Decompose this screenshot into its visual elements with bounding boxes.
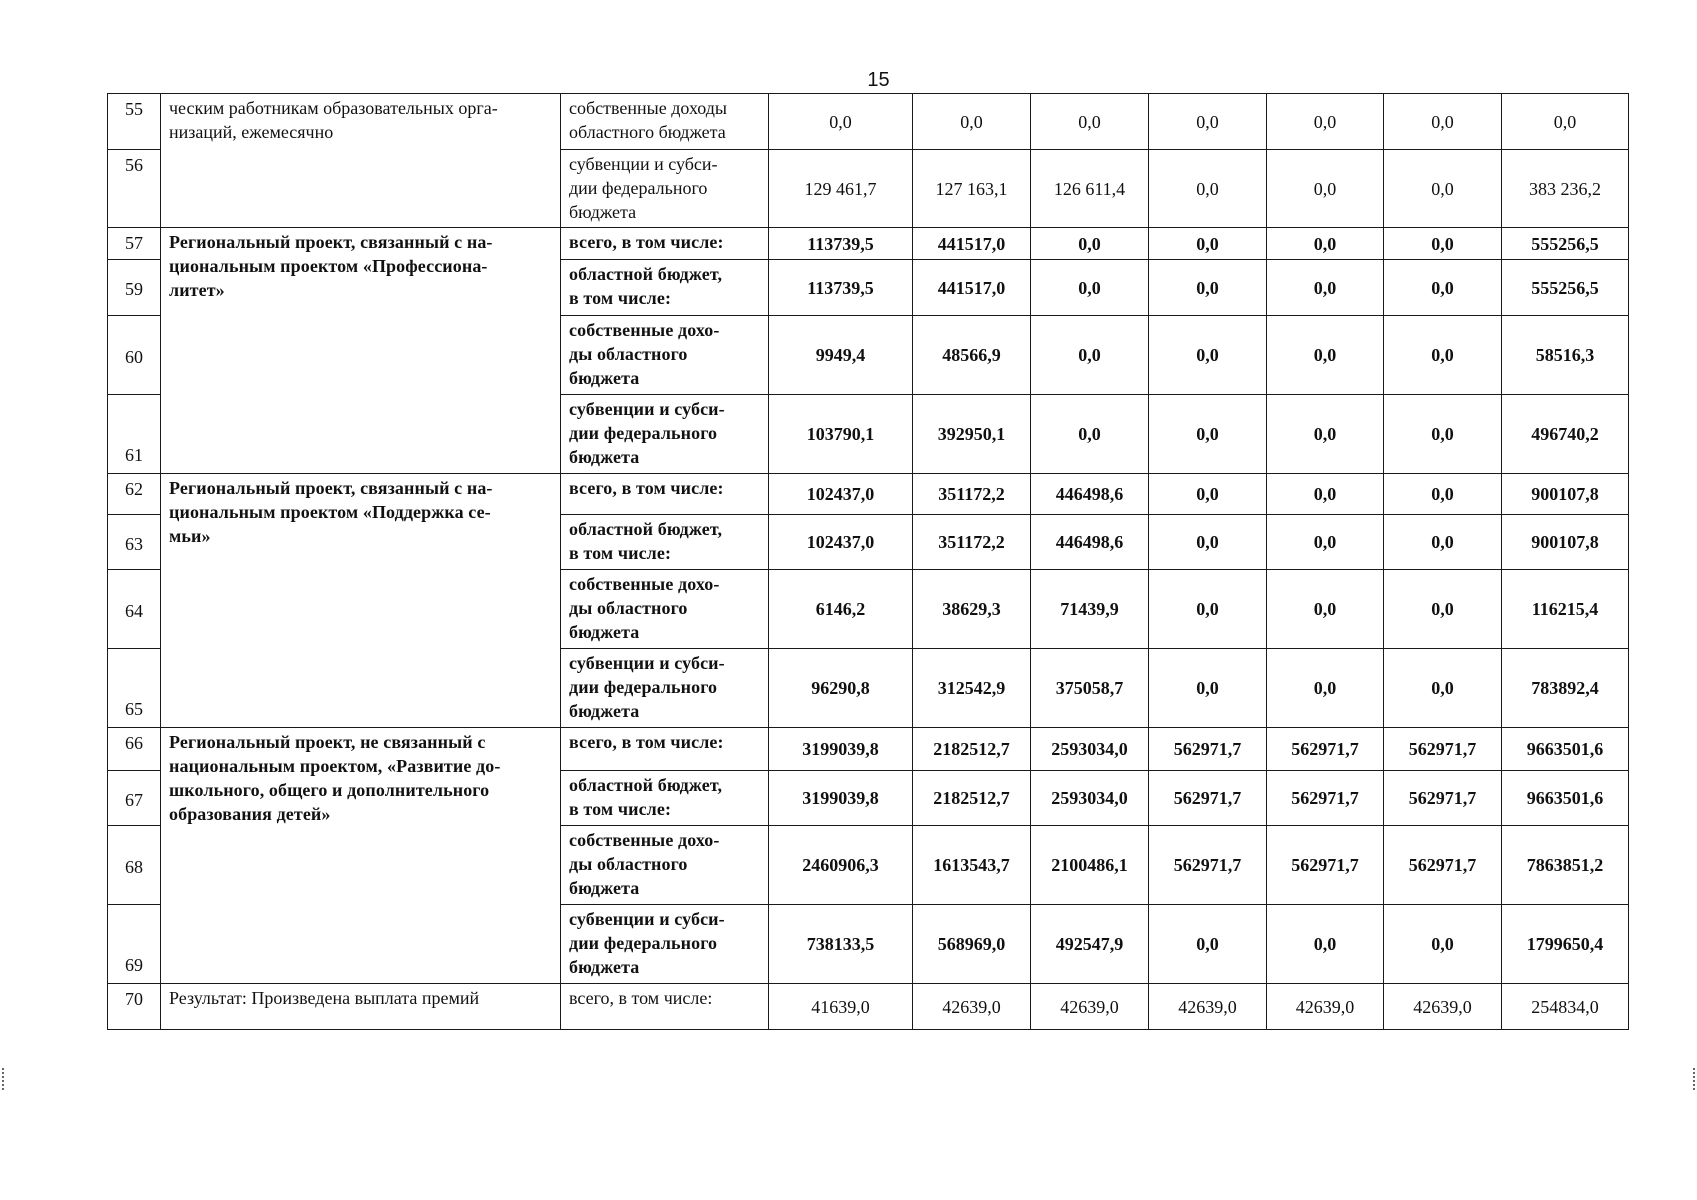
value-cell: 0,0 <box>1149 515 1267 570</box>
value-cell: 783892,4 <box>1502 649 1629 728</box>
funding-source: всего, в том числе: <box>561 728 769 771</box>
value-cell: 127 163,1 <box>913 150 1031 228</box>
row-number: 70 <box>108 984 161 1030</box>
value-cell: 0,0 <box>1267 905 1384 984</box>
funding-source: собственные дохо- ды областного бюджета <box>561 570 769 649</box>
value-cell: 7863851,2 <box>1502 826 1629 905</box>
value-cell: 1799650,4 <box>1502 905 1629 984</box>
funding-source: всего, в том числе: <box>561 984 769 1030</box>
row-name <box>161 474 561 728</box>
value-cell: 0,0 <box>1384 228 1502 260</box>
value-cell: 446498,6 <box>1031 474 1149 515</box>
funding-source: субвенции и субси- дии федерального бюджета <box>561 395 769 474</box>
row-name-text: Результат: Произведена выплата премий <box>169 988 480 1008</box>
value-cell: 351172,2 <box>913 515 1031 570</box>
value-cell: 0,0 <box>1031 94 1149 150</box>
funding-source: собственные дохо- ды областного бюджета <box>561 826 769 905</box>
funding-source: всего, в том числе: <box>561 474 769 515</box>
value-cell: 102437,0 <box>769 474 913 515</box>
row-name-text: Региональный проект, связанный с на- циональным проектом «Профессиона- литет» <box>169 232 493 300</box>
funding-source: областной бюджет, в том числе: <box>561 515 769 570</box>
value-cell: 48566,9 <box>913 316 1031 395</box>
row-name <box>161 984 561 1030</box>
value-cell: 0,0 <box>1267 515 1384 570</box>
row-number: 68 <box>108 826 161 905</box>
value-cell: 446498,6 <box>1031 515 1149 570</box>
value-cell: 0,0 <box>769 94 913 150</box>
row-name <box>161 728 561 984</box>
value-cell: 38629,3 <box>913 570 1031 649</box>
table-row <box>108 984 1629 1030</box>
value-cell: 129 461,7 <box>769 150 913 228</box>
value-cell: 562971,7 <box>1267 728 1384 771</box>
value-cell: 0,0 <box>1267 94 1384 150</box>
value-cell: 441517,0 <box>913 260 1031 316</box>
value-cell: 0,0 <box>913 94 1031 150</box>
value-cell: 0,0 <box>1384 474 1502 515</box>
value-cell: 2100486,1 <box>1031 826 1149 905</box>
left-margin-mark <box>2 1068 7 1090</box>
value-cell: 0,0 <box>1149 150 1267 228</box>
value-cell: 0,0 <box>1267 570 1384 649</box>
row-number: 59 <box>108 260 161 316</box>
value-cell: 0,0 <box>1384 395 1502 474</box>
value-cell: 0,0 <box>1149 395 1267 474</box>
value-cell: 0,0 <box>1267 395 1384 474</box>
value-cell: 496740,2 <box>1502 395 1629 474</box>
value-cell: 0,0 <box>1267 649 1384 728</box>
value-cell: 900107,8 <box>1502 515 1629 570</box>
value-cell: 0,0 <box>1149 94 1267 150</box>
value-cell: 0,0 <box>1149 905 1267 984</box>
value-cell: 0,0 <box>1031 395 1149 474</box>
value-cell: 0,0 <box>1267 260 1384 316</box>
table-row <box>108 728 1629 771</box>
value-cell: 113739,5 <box>769 228 913 260</box>
value-cell: 562971,7 <box>1267 771 1384 826</box>
value-cell: 0,0 <box>1149 570 1267 649</box>
value-cell: 2460906,3 <box>769 826 913 905</box>
value-cell: 0,0 <box>1384 94 1502 150</box>
row-name-text: Региональный проект, связанный с на- циональным проектом «Поддержка се- мьи» <box>169 478 493 546</box>
value-cell: 3199039,8 <box>769 771 913 826</box>
funding-source: областной бюджет, в том числе: <box>561 260 769 316</box>
value-cell: 42639,0 <box>1031 984 1149 1030</box>
value-cell: 42639,0 <box>1267 984 1384 1030</box>
value-cell: 0,0 <box>1502 94 1629 150</box>
row-name-text: Региональный проект, не связанный с национальным проектом, «Развитие до- школьного, общего и дополнительного образования детей» <box>169 732 501 824</box>
funding-source: собственные доходы областного бюджета <box>561 94 769 150</box>
value-cell: 0,0 <box>1384 316 1502 395</box>
value-cell: 441517,0 <box>913 228 1031 260</box>
right-margin-mark <box>1693 1068 1697 1090</box>
value-cell: 562971,7 <box>1384 771 1502 826</box>
row-number: 67 <box>108 771 161 826</box>
page-number: 15 <box>867 69 890 91</box>
funding-source: областной бюджет, в том числе: <box>561 771 769 826</box>
row-number: 56 <box>108 150 161 228</box>
value-cell: 9663501,6 <box>1502 771 1629 826</box>
value-cell: 0,0 <box>1031 228 1149 260</box>
row-number: 65 <box>108 649 161 728</box>
value-cell: 562971,7 <box>1149 826 1267 905</box>
value-cell: 738133,5 <box>769 905 913 984</box>
value-cell: 0,0 <box>1384 260 1502 316</box>
value-cell: 0,0 <box>1149 316 1267 395</box>
value-cell: 0,0 <box>1149 649 1267 728</box>
table-row <box>108 94 1629 150</box>
value-cell: 42639,0 <box>913 984 1031 1030</box>
value-cell: 103790,1 <box>769 395 913 474</box>
funding-source: собственные дохо- ды областного бюджета <box>561 316 769 395</box>
value-cell: 42639,0 <box>1384 984 1502 1030</box>
value-cell: 0,0 <box>1384 515 1502 570</box>
row-number: 64 <box>108 570 161 649</box>
value-cell: 0,0 <box>1267 316 1384 395</box>
table-row <box>108 474 1629 515</box>
row-name <box>161 228 561 474</box>
value-cell: 0,0 <box>1149 260 1267 316</box>
value-cell: 0,0 <box>1267 474 1384 515</box>
row-number: 61 <box>108 395 161 474</box>
value-cell: 2182512,7 <box>913 771 1031 826</box>
value-cell: 6146,2 <box>769 570 913 649</box>
value-cell: 492547,9 <box>1031 905 1149 984</box>
value-cell: 383 236,2 <box>1502 150 1629 228</box>
value-cell: 392950,1 <box>913 395 1031 474</box>
value-cell: 71439,9 <box>1031 570 1149 649</box>
row-number: 60 <box>108 316 161 395</box>
row-number: 62 <box>108 474 161 515</box>
value-cell: 0,0 <box>1384 905 1502 984</box>
funding-source: субвенции и субси- дии федерального бюджета <box>561 905 769 984</box>
value-cell: 0,0 <box>1267 150 1384 228</box>
row-number: 55 <box>108 94 161 150</box>
value-cell: 562971,7 <box>1149 771 1267 826</box>
value-cell: 116215,4 <box>1502 570 1629 649</box>
row-number: 69 <box>108 905 161 984</box>
value-cell: 0,0 <box>1384 570 1502 649</box>
value-cell: 0,0 <box>1031 260 1149 316</box>
value-cell: 0,0 <box>1384 150 1502 228</box>
funding-source: всего, в том числе: <box>561 228 769 260</box>
value-cell: 113739,5 <box>769 260 913 316</box>
row-number: 63 <box>108 515 161 570</box>
value-cell: 2593034,0 <box>1031 771 1149 826</box>
value-cell: 0,0 <box>1384 649 1502 728</box>
value-cell: 562971,7 <box>1267 826 1384 905</box>
value-cell: 562971,7 <box>1149 728 1267 771</box>
budget-table <box>107 93 1629 1030</box>
value-cell: 562971,7 <box>1384 826 1502 905</box>
value-cell: 0,0 <box>1149 474 1267 515</box>
value-cell: 375058,7 <box>1031 649 1149 728</box>
row-number: 66 <box>108 728 161 771</box>
value-cell: 900107,8 <box>1502 474 1629 515</box>
value-cell: 0,0 <box>1149 228 1267 260</box>
value-cell: 568969,0 <box>913 905 1031 984</box>
value-cell: 9949,4 <box>769 316 913 395</box>
value-cell: 1613543,7 <box>913 826 1031 905</box>
value-cell: 41639,0 <box>769 984 913 1030</box>
value-cell: 0,0 <box>1267 228 1384 260</box>
value-cell: 555256,5 <box>1502 260 1629 316</box>
value-cell: 562971,7 <box>1384 728 1502 771</box>
funding-source: субвенции и субси- дии федерального бюджета <box>561 649 769 728</box>
value-cell: 351172,2 <box>913 474 1031 515</box>
row-name-text: ческим работникам образовательных орга- низаций, ежемесячно <box>169 98 498 142</box>
value-cell: 3199039,8 <box>769 728 913 771</box>
row-name <box>161 94 561 228</box>
value-cell: 102437,0 <box>769 515 913 570</box>
value-cell: 42639,0 <box>1149 984 1267 1030</box>
table-row <box>108 228 1629 260</box>
row-number: 57 <box>108 228 161 260</box>
value-cell: 312542,9 <box>913 649 1031 728</box>
value-cell: 96290,8 <box>769 649 913 728</box>
value-cell: 2593034,0 <box>1031 728 1149 771</box>
funding-source: субвенции и субси- дии федерального бюджета <box>561 150 769 228</box>
value-cell: 126 611,4 <box>1031 150 1149 228</box>
value-cell: 58516,3 <box>1502 316 1629 395</box>
value-cell: 555256,5 <box>1502 228 1629 260</box>
value-cell: 9663501,6 <box>1502 728 1629 771</box>
value-cell: 0,0 <box>1031 316 1149 395</box>
value-cell: 2182512,7 <box>913 728 1031 771</box>
value-cell: 254834,0 <box>1502 984 1629 1030</box>
